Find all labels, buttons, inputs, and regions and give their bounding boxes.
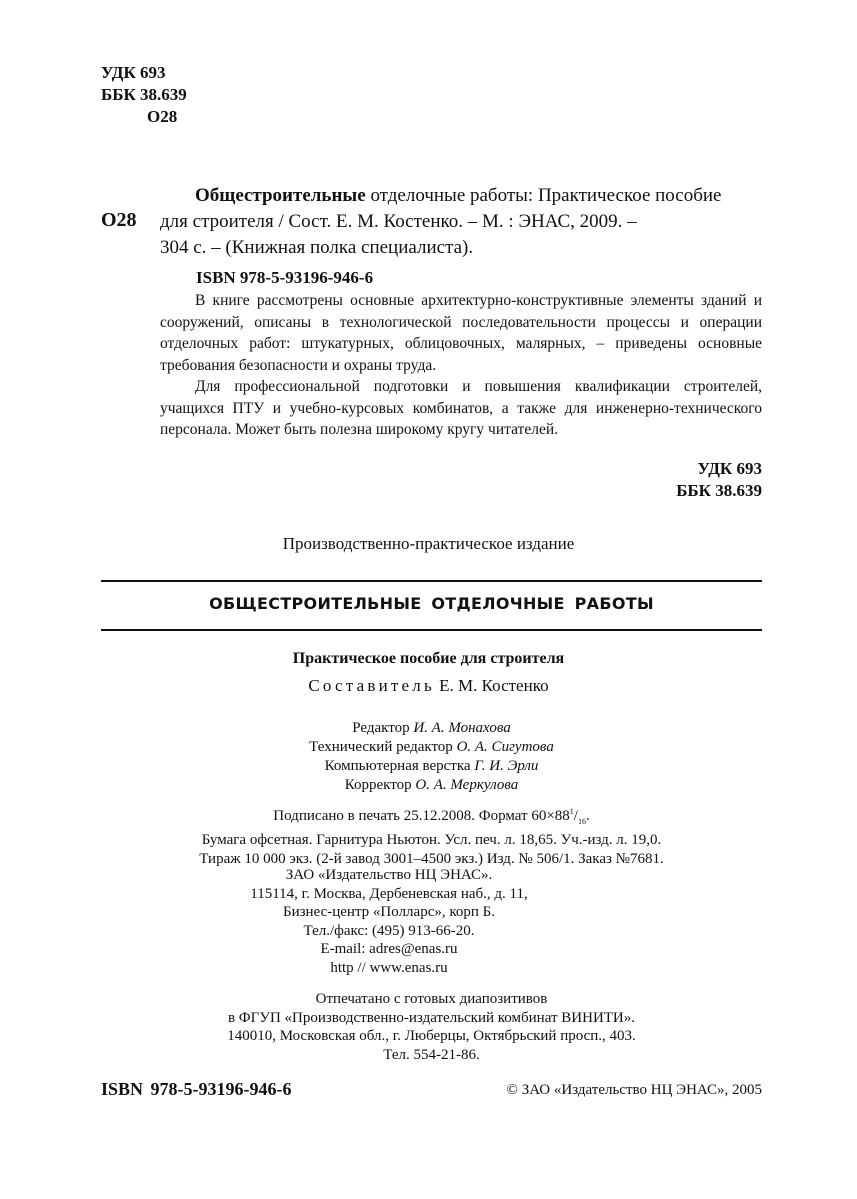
staff-corrector bbox=[0, 776, 857, 795]
publisher-line: 115114, г. Москва, Дербеневская наб., д. 11, bbox=[250, 885, 528, 902]
staff-tech-editor bbox=[0, 738, 857, 757]
staff-role: Технический редактор bbox=[309, 739, 457, 755]
copyright: © ЗАО «Издательство НЦ ЭНАС», 2005 bbox=[506, 1082, 762, 1098]
staff-role: Редактор bbox=[352, 720, 414, 736]
printer-info bbox=[0, 990, 857, 1064]
publisher-line: Тел./факс: (495) 913-66-20. bbox=[303, 922, 475, 939]
format-sup: 1 bbox=[569, 807, 574, 816]
compiler bbox=[0, 676, 857, 696]
compiler-name: Е. М. Костенко bbox=[434, 676, 549, 695]
abstract-paragraph-1: В книге рассмотрены основные архитектурно-конструктивные элементы зданий и сооружений, описаны в технологической последовательности процессы и операции отделочных работ: штукатурных, облицовочных, малярных, – приведены основные требования безопасности и охраны труда. bbox=[160, 292, 762, 374]
author-sign-side: О28 bbox=[101, 209, 137, 231]
title-rule-bottom bbox=[101, 629, 762, 631]
compiler-label: Составитель bbox=[308, 676, 435, 695]
format-end: . bbox=[585, 808, 590, 824]
edition-type: Производственно-практическое издание bbox=[282, 534, 575, 553]
publisher-info bbox=[0, 866, 778, 977]
printer-line: 140010, Московская обл., г. Люберцы, Октябрьский просп., 403. bbox=[227, 1028, 636, 1044]
staff-name: О. А. Меркулова bbox=[415, 777, 519, 793]
book-title-bold: Общестроительные bbox=[195, 185, 366, 206]
print-info-line-2: Бумага офсетная. Гарнитура Ньютон. Усл. печ. л. 18,65. Уч.-изд. л. 19,0. bbox=[201, 832, 662, 848]
signed-date-format: Подписано в печать 25.12.2008. Формат 60×88 bbox=[273, 808, 570, 824]
print-info-line-3: Тираж 10 000 экз. (2-й завод 3001–4500 экз.) Изд. № 506/1. Заказ №7681. bbox=[199, 851, 664, 867]
bbk-code-bottom: ББК 38.639 bbox=[676, 481, 762, 500]
staff-role: Компьютерная верстка bbox=[324, 758, 475, 774]
format-sub: 16 bbox=[577, 817, 586, 826]
udk-code-bottom: УДК 693 bbox=[697, 459, 762, 478]
print-info-line-1 bbox=[0, 802, 857, 831]
isbn-top: ISBN 978-5-93196-946-6 bbox=[196, 268, 374, 287]
classification-codes-top bbox=[101, 62, 187, 128]
staff-name: О. А. Сигутова bbox=[456, 739, 554, 755]
biblio-line-1: отделочные работы: Практическое пособие bbox=[365, 185, 722, 206]
biblio-line-3: 304 с. – (Книжная полка специалиста). bbox=[160, 237, 474, 258]
udk-code: УДК 693 bbox=[101, 63, 166, 82]
print-info bbox=[0, 802, 857, 869]
publisher-line: ЗАО «Издательство НЦ ЭНАС». bbox=[285, 867, 493, 883]
author-sign-code: О28 bbox=[147, 107, 178, 126]
staff-layout bbox=[0, 757, 857, 776]
printer-line: в ФГУП «Производственно-издательский комбинат ВИНИТИ». bbox=[227, 1009, 636, 1026]
staff-role: Корректор bbox=[344, 777, 416, 793]
staff-credits bbox=[0, 719, 857, 795]
bbk-code: ББК 38.639 bbox=[101, 85, 187, 104]
biblio-line-2: для строителя / Сост. Е. М. Костенко. – М. : ЭНАС, 2009. – bbox=[160, 211, 637, 232]
publisher-website: http // www.enas.ru bbox=[330, 959, 448, 976]
title-rule-top bbox=[101, 580, 762, 582]
bibliographic-entry bbox=[160, 183, 762, 261]
format-slash: / bbox=[573, 808, 578, 824]
main-title: ОБЩЕСТРОИТЕЛЬНЫЕ ОТДЕЛОЧНЫЕ РАБОТЫ bbox=[209, 594, 654, 613]
abstract bbox=[160, 290, 762, 441]
isbn-bottom: ISBN 978-5-93196-946-6 bbox=[101, 1079, 292, 1099]
classification-codes-bottom bbox=[676, 458, 762, 502]
staff-editor bbox=[0, 719, 857, 738]
abstract-paragraph-2: Для профессиональной подготовки и повышения квалификации строителей, учащихся ПТУ и учебно-курсовых комбинатов, а также для инженерно-технического персонала. Может быть полезна широкому кругу читателей. bbox=[160, 378, 762, 438]
staff-name: И. А. Монахова bbox=[413, 720, 511, 736]
subtitle: Практическое пособие для строителя bbox=[292, 650, 565, 667]
staff-name: Г. И. Эрли bbox=[474, 758, 539, 774]
publisher-line: Бизнес-центр «Полларс», корп Б. bbox=[282, 904, 496, 920]
printer-line: Отпечатано с готовых диапозитивов bbox=[315, 991, 548, 1007]
publisher-email: E-mail: adres@enas.ru bbox=[320, 941, 458, 957]
printer-line: Тел. 554-21-86. bbox=[383, 1046, 480, 1063]
